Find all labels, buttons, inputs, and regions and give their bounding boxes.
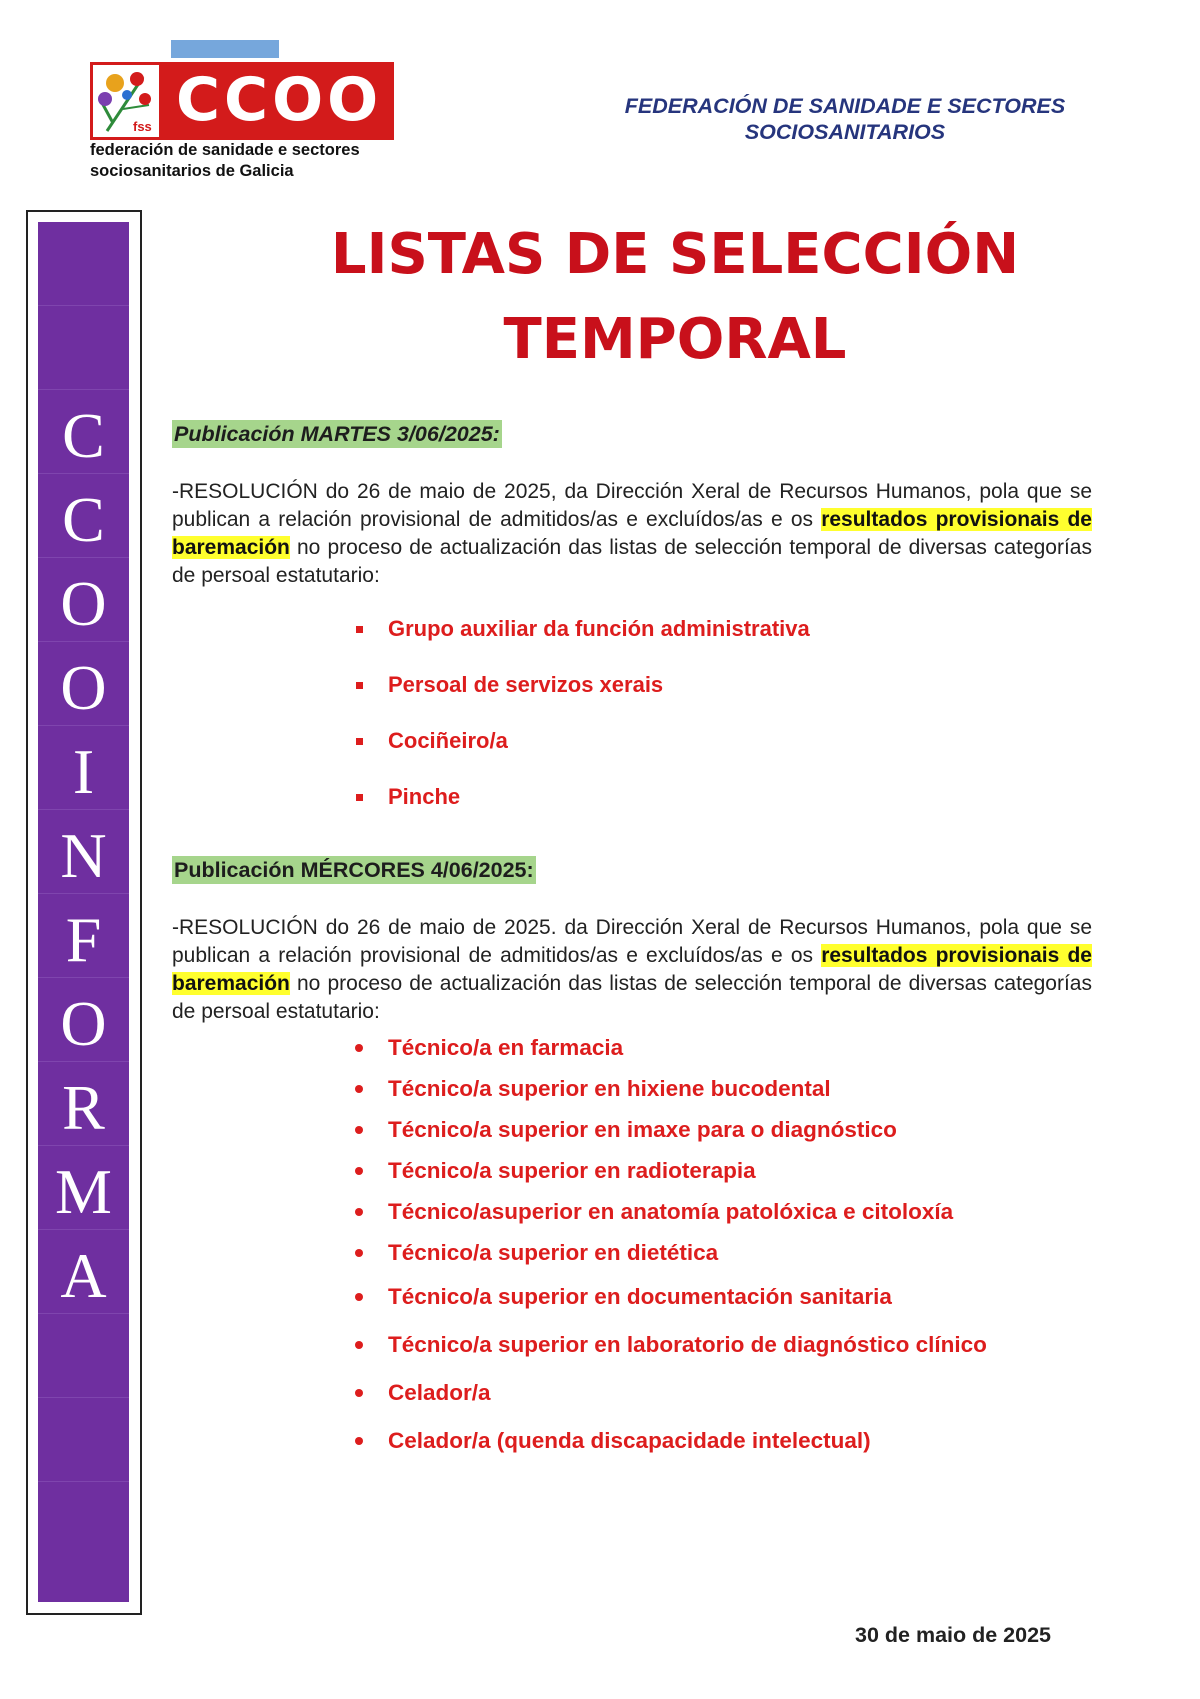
list-item <box>350 1115 987 1156</box>
bullet-dot-icon <box>355 1167 363 1175</box>
list-item-text: Técnico/a superior en documentación sanitaria <box>388 1284 892 1309</box>
bullet-dot-icon <box>355 1437 363 1445</box>
bullet-square-icon <box>356 626 363 633</box>
sidebar-divider <box>38 305 129 306</box>
sidebar-letter: N <box>60 820 107 891</box>
bullet-dot-icon <box>355 1044 363 1052</box>
sidebar-letter: C <box>62 484 105 555</box>
section2-text: -RESOLUCIÓN do 26 de maio de 2025. da Dirección Xeral de Recursos Humanos, pola que se publican a relación provisional de admitidos/as e excluídos/as e os <box>172 916 1092 967</box>
bullet-square-icon <box>356 794 363 801</box>
sidebar-letter: M <box>55 1156 112 1227</box>
list-item <box>350 1426 987 1466</box>
page-title <box>175 212 1175 382</box>
bullet-dot-icon <box>355 1389 363 1397</box>
list-item-text: Técnico/a superior en imaxe para o diagnóstico <box>388 1117 897 1142</box>
section1-highlight: resultados provisionais de baremación <box>172 508 1092 559</box>
section1-text: -RESOLUCIÓN do 26 de maio de 2025, da Dirección Xeral de Recursos Humanos, pola que se publican a relación provisional de admitidos/as e excluídos/as e os <box>172 480 1092 531</box>
sidebar-letter: C <box>62 400 105 471</box>
sidebar-divider <box>38 1397 129 1398</box>
list-item <box>350 1033 987 1074</box>
bullet-dot-icon <box>355 1341 363 1349</box>
list-item-text: Técnico/a superior en dietética <box>388 1240 719 1265</box>
list-item <box>350 1156 987 1197</box>
list-item <box>350 1378 987 1426</box>
federation-title-line2: SOCIOSANITARIOS <box>744 120 946 144</box>
list-item-text: Técnico/a superior en laboratorio de diagnóstico clínico <box>388 1332 987 1357</box>
list-item-text: Grupo auxiliar da función administrativa <box>388 616 810 641</box>
sidebar-letter: O <box>60 988 107 1059</box>
list-item <box>350 1197 987 1238</box>
list-item <box>350 614 810 670</box>
list-item-text: Persoal de servizos xerais <box>388 672 664 697</box>
document-date: 30 de maio de 2025 <box>855 1623 1051 1647</box>
section1-list <box>350 614 810 838</box>
list-item <box>350 782 810 838</box>
list-item <box>350 1238 987 1282</box>
sidebar-divider <box>38 1481 129 1482</box>
sidebar-letter: R <box>62 1072 105 1143</box>
bullet-dot-icon <box>355 1085 363 1093</box>
section2-highlight: resultados provisionais de baremación <box>172 944 1092 995</box>
list-item-text: Celador/a <box>388 1380 491 1405</box>
bullet-dot-icon <box>355 1126 363 1134</box>
bullet-square-icon <box>356 682 363 689</box>
logo-subtitle-line1: federación de sanidade e sectores <box>90 141 360 159</box>
sidebar-letter: I <box>72 736 95 807</box>
section2-label: Publicación MÉRCORES 4/06/2025: <box>174 858 534 882</box>
page-title-line1: LISTAS DE SELECCIÓN <box>330 222 1020 287</box>
section2-paragraph <box>172 914 1092 1026</box>
list-item <box>350 1330 987 1378</box>
section2-list <box>350 1033 987 1466</box>
sidebar-letter: A <box>60 1240 107 1311</box>
sidebar-letter: O <box>60 652 107 723</box>
bullet-dot-icon <box>355 1208 363 1216</box>
bullet-dot-icon <box>355 1293 363 1301</box>
sidebar-letter: O <box>60 568 107 639</box>
logo-subtitle <box>90 140 360 182</box>
sidebar-letters <box>38 394 129 1318</box>
list-item <box>350 1074 987 1115</box>
federation-title-line1: FEDERACIÓN DE SANIDADE E SECTORES <box>624 94 1066 118</box>
list-item <box>350 670 810 726</box>
list-item-text: Técnico/asuperior en anatomía patolóxica e citoloxía <box>388 1199 954 1224</box>
list-item-text: Celador/a (quenda discapacidade intelectual) <box>388 1428 871 1453</box>
list-item-text: Técnico/a en farmacia <box>388 1035 624 1060</box>
logo-subtitle-line2: sociosanitarios de Galicia <box>90 162 294 180</box>
bullet-square-icon <box>356 738 363 745</box>
list-item-text: Técnico/a superior en radioterapia <box>388 1158 756 1183</box>
page-title-line2: TEMPORAL <box>503 307 847 372</box>
bullet-dot-icon <box>355 1249 363 1257</box>
list-item-text: Cociñeiro/a <box>388 728 508 753</box>
list-item-text: Pinche <box>388 784 461 809</box>
flower-icon <box>93 65 159 137</box>
svg-text:fss: fss <box>133 119 152 134</box>
list-item <box>350 1282 987 1330</box>
section1-text-end: no proceso de actualización das listas de selección temporal de diversas categorías de persoal estatutario: <box>172 536 1092 587</box>
logo-blue-bar <box>171 40 279 58</box>
list-item <box>350 726 810 782</box>
section2-text-end: no proceso de actualización das listas de selección temporal de diversas categorías de persoal estatutario: <box>172 972 1092 1023</box>
sidebar-letter: F <box>65 904 102 975</box>
fss-flower-logo <box>90 62 162 140</box>
federation-title <box>585 93 1105 145</box>
ccoo-logo-text: CCOO <box>176 65 383 135</box>
list-item-text: Técnico/a superior en hixiene bucodental <box>388 1076 831 1101</box>
section1-paragraph <box>172 478 1092 590</box>
section1-label: Publicación MARTES 3/06/2025: <box>174 422 500 446</box>
sidebar-divider <box>38 389 129 390</box>
